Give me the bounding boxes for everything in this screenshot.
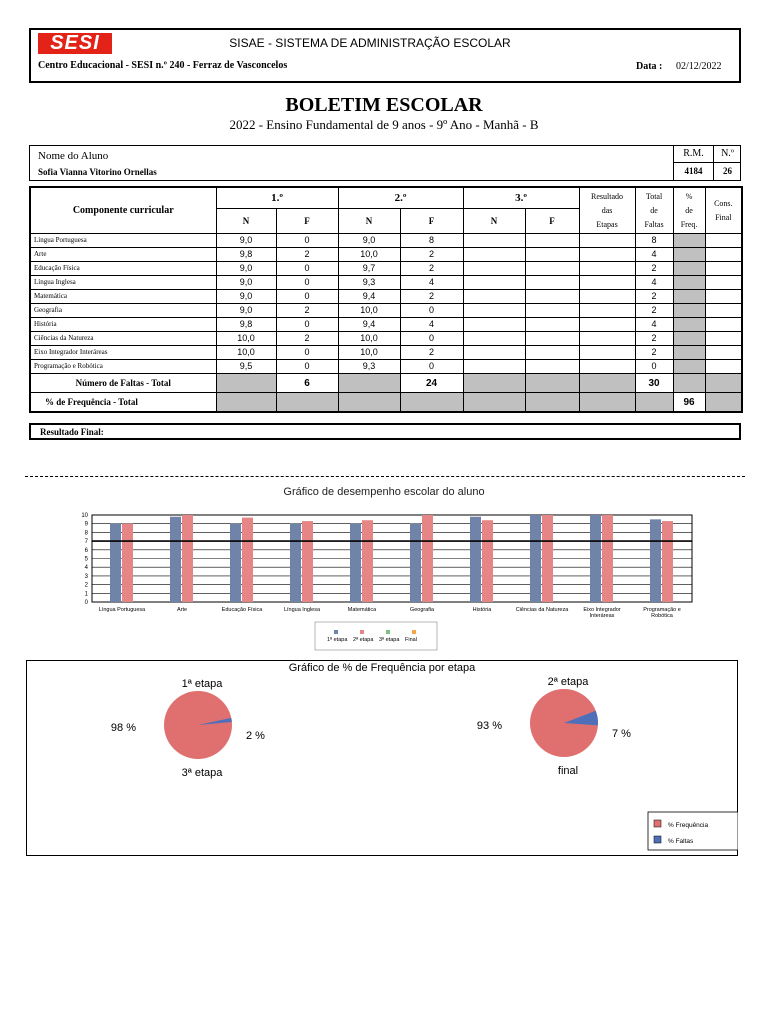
absence-f2: 0 <box>400 332 463 346</box>
absence-f1: 2 <box>276 248 338 262</box>
grade-n1: 10,0 <box>216 332 276 346</box>
bar <box>590 515 601 602</box>
y-tick-label: 7 <box>84 539 88 546</box>
table-header-row <box>30 187 742 209</box>
pie-chart-title: Gráfico de % de Frequência por etapa <box>288 662 476 674</box>
frequency-cell <box>673 234 705 248</box>
subject-name: Matemática <box>30 290 216 304</box>
bar <box>362 520 373 602</box>
grade-n3 <box>463 304 525 318</box>
legend-swatch <box>334 630 338 634</box>
result-cell <box>579 360 635 374</box>
legend-swatch <box>360 630 364 634</box>
stage-2-header: 2.º <box>338 187 463 209</box>
grade-n3 <box>463 332 525 346</box>
table-row <box>30 276 742 290</box>
frequency-total-value: 96 <box>673 393 705 413</box>
total-absences-header <box>635 187 673 234</box>
pie-legend-label: % Frequência <box>668 822 709 829</box>
pie-legend-swatch <box>654 836 661 843</box>
absences-stage-2: 24 <box>400 374 463 393</box>
pie-frequency-label: 98 % <box>110 722 136 734</box>
divider <box>25 476 745 477</box>
empty-cell <box>463 374 525 393</box>
subject-name: Educação Física <box>30 262 216 276</box>
absence-f1: 0 <box>276 234 338 248</box>
grade-n1: 9,0 <box>216 304 276 318</box>
y-tick-label: 8 <box>84 530 88 537</box>
subject-name: Programação e Robótica <box>30 360 216 374</box>
x-tick-label: Geografia <box>409 607 435 613</box>
grade-n2: 9,4 <box>338 318 400 332</box>
frequency-cell <box>673 360 705 374</box>
result-header-line: Etapas <box>596 219 618 229</box>
absence-f2: 4 <box>400 276 463 290</box>
absence-f1: 2 <box>276 304 338 318</box>
result-header-line: Resultado <box>591 191 624 201</box>
total-absences: 2 <box>635 332 673 346</box>
grade-n2: 9,7 <box>338 262 400 276</box>
cons-final-cell <box>705 318 742 332</box>
pie-caption: 3ª etapa <box>181 767 223 779</box>
bar <box>230 524 241 602</box>
empty-cell <box>705 374 742 393</box>
empty-cell <box>673 374 705 393</box>
bar <box>110 524 121 602</box>
absence-f3 <box>525 360 579 374</box>
bar <box>422 515 433 602</box>
x-tick-label: Língua Portuguesa <box>98 607 146 613</box>
bar <box>182 515 193 602</box>
subject-name: Ciências da Natureza <box>30 332 216 346</box>
legend-label: Final <box>405 637 417 643</box>
total-absences: 8 <box>635 234 673 248</box>
table-row <box>30 318 742 332</box>
frequency-cell <box>673 248 705 262</box>
bar <box>290 524 301 602</box>
rm-cell <box>673 145 713 181</box>
frequency-total-label: % de Frequência - Total <box>30 393 216 413</box>
stage-1-header: 1.º <box>216 187 338 209</box>
bar <box>602 515 613 602</box>
result-cell <box>579 346 635 360</box>
grade-n1: 9,8 <box>216 318 276 332</box>
frequency-cell <box>673 276 705 290</box>
table-row <box>30 346 742 360</box>
result-cell <box>579 318 635 332</box>
grade-n2: 9,4 <box>338 290 400 304</box>
empty-cell <box>579 393 635 413</box>
absence-f2: 8 <box>400 234 463 248</box>
total-absences: 2 <box>635 262 673 276</box>
result-header <box>579 187 635 234</box>
empty-cell <box>400 393 463 413</box>
empty-cell <box>705 393 742 413</box>
bar <box>530 515 541 602</box>
bar <box>542 515 553 602</box>
grade-n1: 9,0 <box>216 262 276 276</box>
grade-n3 <box>463 234 525 248</box>
grade-n3 <box>463 262 525 276</box>
grade-n1: 9,0 <box>216 276 276 290</box>
number-value: 26 <box>723 166 732 176</box>
cons-final-cell <box>705 234 742 248</box>
y-tick-label: 1 <box>84 591 88 598</box>
absence-f1: 0 <box>276 346 338 360</box>
total-header-line: Total <box>645 191 663 201</box>
bar <box>662 521 673 602</box>
empty-cell <box>276 393 338 413</box>
absence-f3 <box>525 318 579 332</box>
grade-n2: 10,0 <box>338 346 400 360</box>
frequency-cell <box>673 318 705 332</box>
grade-n1: 9,0 <box>216 234 276 248</box>
cons-final-cell <box>705 276 742 290</box>
grade-n3 <box>463 290 525 304</box>
cons-final-cell <box>705 360 742 374</box>
x-tick-label: Eixo Integrador <box>583 607 621 613</box>
empty-cell <box>635 393 673 413</box>
x-tick-label: Matemática <box>347 607 377 613</box>
grade-n2: 10,0 <box>338 304 400 318</box>
grade-n3 <box>463 346 525 360</box>
total-absences: 2 <box>635 346 673 360</box>
freq-header-line: Freq. <box>680 219 698 229</box>
y-tick-label: 4 <box>84 565 88 572</box>
document-title: BOLETIM ESCOLAR <box>285 94 483 116</box>
component-header: Componente curricular <box>30 187 216 234</box>
cons-final-cell <box>705 304 742 318</box>
absences-stage-1: 6 <box>276 374 338 393</box>
total-absences: 4 <box>635 248 673 262</box>
cons-final-cell <box>705 332 742 346</box>
absences-total-label: Número de Faltas - Total <box>30 374 216 393</box>
x-tick-label: História <box>472 607 492 613</box>
x-tick-label: Língua Inglesa <box>283 607 321 613</box>
y-tick-label: 9 <box>84 521 88 528</box>
absences-total-row <box>30 374 742 393</box>
total-header-line: de <box>650 205 658 215</box>
cons-final-cell <box>705 262 742 276</box>
absence-f2: 2 <box>400 248 463 262</box>
subject-name: Eixo Integrador Interáreas <box>30 346 216 360</box>
legend-label: 2ª etapa <box>353 637 374 643</box>
result-cell <box>579 262 635 276</box>
number-label: N.º <box>714 145 741 163</box>
sesi-logo: SESI <box>38 33 112 54</box>
bar <box>242 518 253 602</box>
total-absences: 4 <box>635 276 673 290</box>
school-name: Centro Educacional - SESI n.º 240 - Ferraz de Vasconcelos <box>38 60 288 71</box>
result-cell <box>579 304 635 318</box>
bar <box>350 524 361 602</box>
empty-cell <box>216 393 276 413</box>
cons-header-line: Final <box>715 212 732 222</box>
empty-cell <box>216 374 276 393</box>
bar <box>650 519 661 602</box>
x-tick-label: Arte <box>176 607 188 613</box>
absence-f1: 0 <box>276 276 338 290</box>
bar <box>410 524 421 602</box>
pie-title: 2ª etapa <box>547 676 589 688</box>
absence-f3 <box>525 276 579 290</box>
absence-f3 <box>525 234 579 248</box>
x-tick-label: Ciências da Natureza <box>515 607 569 613</box>
absence-f1: 0 <box>276 360 338 374</box>
result-cell <box>579 248 635 262</box>
bar <box>482 520 493 602</box>
n3-header: N <box>463 209 525 234</box>
number-cell <box>713 145 741 181</box>
total-absences: 2 <box>635 290 673 304</box>
subject-name: Língua Inglesa <box>30 276 216 290</box>
grade-n3 <box>463 318 525 332</box>
grade-n1: 9,0 <box>216 290 276 304</box>
total-absences: 4 <box>635 318 673 332</box>
pie-legend-label: % Faltas <box>668 838 694 845</box>
subject-name: Arte <box>30 248 216 262</box>
subject-name: Língua Portuguesa <box>30 234 216 248</box>
grade-n1: 9,8 <box>216 248 276 262</box>
result-cell <box>579 234 635 248</box>
total-absences: 0 <box>635 360 673 374</box>
legend-label: 3ª etapa <box>379 637 400 643</box>
rm-label: R.M. <box>674 145 713 163</box>
n1-header: N <box>216 209 276 234</box>
grade-n1: 9,5 <box>216 360 276 374</box>
absence-f2: 0 <box>400 304 463 318</box>
table-row <box>30 262 742 276</box>
frequency-pie-charts <box>26 660 738 856</box>
table-row <box>30 332 742 346</box>
bar <box>470 517 481 602</box>
f1-header: F <box>276 209 338 234</box>
frequency-cell <box>673 262 705 276</box>
pie-frequency-label: 93 % <box>476 720 502 732</box>
pie-legend-swatch <box>654 820 661 827</box>
absence-f2: 4 <box>400 318 463 332</box>
cons-final-cell <box>705 248 742 262</box>
document-subtitle: 2022 - Ensino Fundamental de 9 anos - 9º Ano - Manhã - B <box>229 117 539 132</box>
frequency-cell <box>673 290 705 304</box>
grades-table <box>29 186 743 413</box>
legend-box <box>315 622 437 650</box>
cons-final-cell <box>705 346 742 360</box>
bar <box>122 524 133 602</box>
date-label: Data : <box>636 61 663 72</box>
pie-absence-label: 7 % <box>612 728 631 740</box>
f2-header: F <box>400 209 463 234</box>
freq-header-line: de <box>685 205 693 215</box>
absence-f3 <box>525 290 579 304</box>
absence-f2: 2 <box>400 262 463 276</box>
absence-f3 <box>525 304 579 318</box>
x-tick-label: Robótica <box>651 613 673 619</box>
stage-3-header: 3.º <box>463 187 579 209</box>
y-tick-label: 2 <box>84 582 88 589</box>
grade-n3 <box>463 360 525 374</box>
grade-n2: 9,3 <box>338 276 400 290</box>
empty-cell <box>579 374 635 393</box>
grade-n2: 10,0 <box>338 332 400 346</box>
student-name-label: Nome do Aluno <box>38 150 109 162</box>
cons-header-line: Cons. <box>714 198 733 208</box>
absence-f2: 2 <box>400 290 463 304</box>
y-tick-label: 6 <box>84 547 88 554</box>
grade-n2: 10,0 <box>338 248 400 262</box>
absence-f1: 0 <box>276 318 338 332</box>
pie-caption: final <box>557 765 579 777</box>
frequency-cell <box>673 332 705 346</box>
grade-n2: 9,0 <box>338 234 400 248</box>
absence-f3 <box>525 248 579 262</box>
subject-name: História <box>30 318 216 332</box>
performance-bar-chart <box>60 505 710 655</box>
x-tick-label: Programação e <box>643 607 681 613</box>
frequency-total-row <box>30 393 742 413</box>
subject-name: Geografia <box>30 304 216 318</box>
absence-f1: 2 <box>276 332 338 346</box>
absence-f3 <box>525 262 579 276</box>
empty-cell <box>338 374 400 393</box>
x-tick-label: Educação Física <box>221 607 263 613</box>
table-row <box>30 360 742 374</box>
absence-f3 <box>525 346 579 360</box>
cons-final-cell <box>705 290 742 304</box>
total-header-line: Faltas <box>644 219 664 229</box>
legend-label: 1ª etapa <box>327 637 348 643</box>
bar <box>302 521 313 602</box>
empty-cell <box>463 393 525 413</box>
pie-title: 1ª etapa <box>181 678 223 690</box>
table-row <box>30 304 742 318</box>
final-result: Resultado Final: <box>29 423 741 440</box>
empty-cell <box>525 393 579 413</box>
system-title: SISAE - SISTEMA DE ADMINISTRAÇÃO ESCOLAR <box>229 36 511 50</box>
absence-f1: 0 <box>276 290 338 304</box>
table-row <box>30 234 742 248</box>
y-tick-label: 0 <box>84 600 88 606</box>
absence-f2: 0 <box>400 360 463 374</box>
student-name: Sofia Vianna Vitorino Ornellas <box>38 167 157 177</box>
cons-final-header <box>705 187 742 234</box>
empty-cell <box>525 374 579 393</box>
absence-f1: 0 <box>276 262 338 276</box>
result-cell <box>579 276 635 290</box>
total-absences: 2 <box>635 304 673 318</box>
y-tick-label: 3 <box>84 573 88 580</box>
x-tick-label: Interáreas <box>589 613 615 619</box>
y-tick-label: 5 <box>84 556 88 563</box>
result-cell <box>579 332 635 346</box>
grade-n3 <box>463 276 525 290</box>
absence-f2: 2 <box>400 346 463 360</box>
bar <box>170 517 181 602</box>
result-header-line: das <box>601 205 613 215</box>
date-value: 02/12/2022 <box>676 61 722 72</box>
legend-swatch <box>386 630 390 634</box>
absences-total: 30 <box>635 374 673 393</box>
grade-n3 <box>463 248 525 262</box>
table-row <box>30 248 742 262</box>
f3-header: F <box>525 209 579 234</box>
table-row <box>30 290 742 304</box>
frequency-header <box>673 187 705 234</box>
legend-swatch <box>412 630 416 634</box>
pie-absence-label: 2 % <box>246 730 265 742</box>
absence-f3 <box>525 332 579 346</box>
frequency-cell <box>673 304 705 318</box>
empty-cell <box>338 393 400 413</box>
n2-header: N <box>338 209 400 234</box>
frequency-cell <box>673 346 705 360</box>
bar-chart-title: Gráfico de desempenho escolar do aluno <box>283 486 485 498</box>
y-tick-label: 10 <box>81 513 88 519</box>
result-cell <box>579 290 635 304</box>
freq-header-line: % <box>685 191 693 201</box>
grade-n1: 10,0 <box>216 346 276 360</box>
grade-n2: 9,3 <box>338 360 400 374</box>
rm-value: 4184 <box>684 166 703 176</box>
